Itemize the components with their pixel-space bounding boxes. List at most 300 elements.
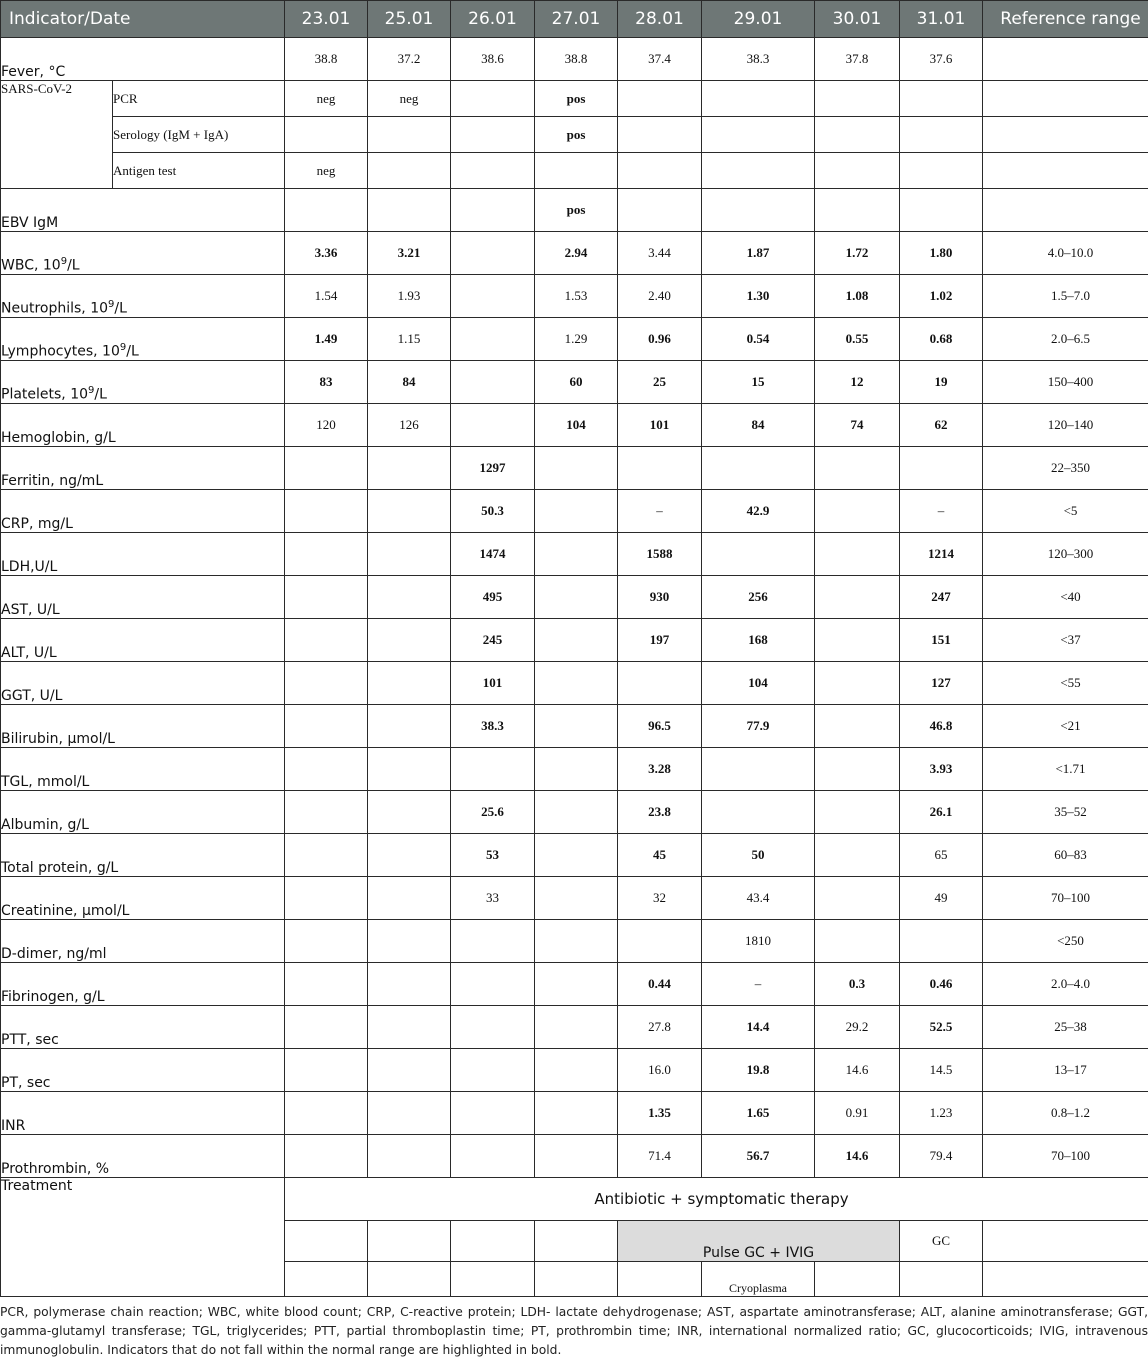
cell-value: 71.4 [618, 1135, 702, 1178]
sars-serology-row [1, 117, 1148, 153]
cell-value: 38.3 [702, 38, 815, 81]
cell-value: 1.15 [368, 318, 451, 361]
cell-value [451, 232, 535, 275]
cell-value: neg [285, 81, 368, 117]
cell-value: 101 [618, 404, 702, 447]
cell-value: 1.93 [368, 275, 451, 318]
cell-value: 16.0 [618, 1049, 702, 1092]
sars-pcr-row [1, 81, 1148, 117]
cell-value [535, 748, 618, 791]
cell-value [451, 275, 535, 318]
cell-value: 19 [900, 361, 983, 404]
cell-value [618, 153, 702, 189]
cell-value [368, 1049, 451, 1092]
cell-value [285, 1006, 368, 1049]
cell-value: 62 [900, 404, 983, 447]
sub-label: PCR [113, 81, 285, 117]
cell-value [535, 447, 618, 490]
fever-row [1, 38, 1148, 81]
cell-value: 14.4 [702, 1006, 815, 1049]
row-label: LDH,U/L [1, 533, 285, 576]
cell-value: 0.54 [702, 318, 815, 361]
cell-value [815, 576, 900, 619]
cell-value: 0.91 [815, 1092, 900, 1135]
lab-row [1, 877, 1148, 920]
cell-value [285, 619, 368, 662]
cell-reference: 0.8–1.2 [983, 1092, 1148, 1135]
cell-value [285, 791, 368, 834]
cell-value [815, 533, 900, 576]
cell-value [702, 117, 815, 153]
cell-value: 1810 [702, 920, 815, 963]
cell-value: 79.4 [900, 1135, 983, 1178]
cell-value: 77.9 [702, 705, 815, 748]
cell-value: 12 [815, 361, 900, 404]
cell-value [535, 877, 618, 920]
cell-value [535, 576, 618, 619]
cell-value: pos [535, 81, 618, 117]
cell-value [451, 1092, 535, 1135]
cell-value [815, 705, 900, 748]
cell-reference [983, 81, 1148, 117]
cell-value [451, 748, 535, 791]
cell-value [900, 920, 983, 963]
cell-value: pos [535, 117, 618, 153]
cell-value [702, 748, 815, 791]
cell-value [368, 748, 451, 791]
lab-row [1, 576, 1148, 619]
cell-reference: 2.0–4.0 [983, 963, 1148, 1006]
treatment-cell [535, 1262, 618, 1297]
cell-value: 38.8 [535, 38, 618, 81]
cell-value [368, 705, 451, 748]
cell-value: 50.3 [451, 490, 535, 533]
cell-value [900, 153, 983, 189]
treatment-cell [368, 1262, 451, 1297]
cell-value [815, 834, 900, 877]
cell-value [285, 834, 368, 877]
header-reference: Reference range [983, 1, 1148, 38]
cell-value: 0.46 [900, 963, 983, 1006]
cell-value: 60 [535, 361, 618, 404]
cell-value: 43.4 [702, 877, 815, 920]
cell-value [368, 834, 451, 877]
sars-cov-2-label: SARS-CoV-2 [1, 81, 113, 189]
header-date: 23.01 [285, 1, 368, 38]
cell-value: 3.28 [618, 748, 702, 791]
cell-value: 53 [451, 834, 535, 877]
cell-value: 84 [368, 361, 451, 404]
header-date: 31.01 [900, 1, 983, 38]
cell-value [815, 619, 900, 662]
cell-value [368, 619, 451, 662]
lab-row [1, 834, 1148, 877]
cell-value: 37.8 [815, 38, 900, 81]
cell-value: 127 [900, 662, 983, 705]
cell-value: 23.8 [618, 791, 702, 834]
cell-value: pos [535, 189, 618, 232]
row-label: Ferritin, ng/mL [1, 447, 285, 490]
cell-value: 1.08 [815, 275, 900, 318]
cell-value [368, 877, 451, 920]
cell-value: 49 [900, 877, 983, 920]
cell-value: 84 [702, 404, 815, 447]
cell-reference: 70–100 [983, 877, 1148, 920]
cell-value: 104 [535, 404, 618, 447]
row-label: D-dimer, ng/ml [1, 920, 285, 963]
row-label: Fibrinogen, g/L [1, 963, 285, 1006]
header-row [1, 1, 1148, 38]
row-label: PTT, sec [1, 1006, 285, 1049]
cell-value: 1588 [618, 533, 702, 576]
cell-value [815, 920, 900, 963]
lab-row [1, 490, 1148, 533]
cell-value [535, 619, 618, 662]
row-label: Creatinine, µmol/L [1, 877, 285, 920]
cell-value [368, 153, 451, 189]
cell-reference: 2.0–6.5 [983, 318, 1148, 361]
cell-value [285, 662, 368, 705]
cell-value: 38.3 [451, 705, 535, 748]
treatment-cell [900, 1262, 983, 1297]
treatment-pulse-gc-ivig: Pulse GC + IVIG [618, 1221, 900, 1262]
cell-value [702, 81, 815, 117]
cell-value [368, 920, 451, 963]
cell-value [815, 662, 900, 705]
cell-value: 32 [618, 877, 702, 920]
cell-value: 42.9 [702, 490, 815, 533]
cell-value [535, 1006, 618, 1049]
cell-value: 96.5 [618, 705, 702, 748]
cell-reference: 25–38 [983, 1006, 1148, 1049]
cell-value: 1.54 [285, 275, 368, 318]
cell-value [815, 81, 900, 117]
cell-value: 1.29 [535, 318, 618, 361]
cell-value [815, 153, 900, 189]
cell-value: 14.6 [815, 1135, 900, 1178]
cell-value [535, 533, 618, 576]
row-label: CRP, mg/L [1, 490, 285, 533]
header-date: 30.01 [815, 1, 900, 38]
header-date: 28.01 [618, 1, 702, 38]
cell-value: 0.55 [815, 318, 900, 361]
cell-value [535, 1049, 618, 1092]
sub-label: Serology (IgM + IgA) [113, 117, 285, 153]
cell-value: 1.72 [815, 232, 900, 275]
treatment-cell [535, 1221, 618, 1262]
cell-value [451, 404, 535, 447]
treatment-row [1, 1178, 1148, 1221]
cell-reference: 22–350 [983, 447, 1148, 490]
lab-row [1, 619, 1148, 662]
cell-value: 1.35 [618, 1092, 702, 1135]
row-label: Total protein, g/L [1, 834, 285, 877]
treatment-cell [285, 1262, 368, 1297]
cell-value: 1214 [900, 533, 983, 576]
cell-value: 168 [702, 619, 815, 662]
treatment-label: Treatment [1, 1178, 285, 1297]
cell-value: 1297 [451, 447, 535, 490]
cell-value: 247 [900, 576, 983, 619]
cell-value: 1.30 [702, 275, 815, 318]
lab-row [1, 318, 1148, 361]
treatment-cell [451, 1262, 535, 1297]
cell-value: – [900, 490, 983, 533]
header-date: 29.01 [702, 1, 815, 38]
cell-value [702, 533, 815, 576]
cell-value: 52.5 [900, 1006, 983, 1049]
treatment-cell [815, 1262, 900, 1297]
cell-value [618, 81, 702, 117]
cell-value: 14.6 [815, 1049, 900, 1092]
cell-value: 50 [702, 834, 815, 877]
header-date: 26.01 [451, 1, 535, 38]
cell-reference: 70–100 [983, 1135, 1148, 1178]
cell-value: 25 [618, 361, 702, 404]
row-label: ALT, U/L [1, 619, 285, 662]
cell-value: 151 [900, 619, 983, 662]
cell-value [285, 1049, 368, 1092]
cell-value [368, 117, 451, 153]
cell-value [451, 1049, 535, 1092]
cell-value [285, 189, 368, 232]
cell-value: 37.2 [368, 38, 451, 81]
cell-value: 930 [618, 576, 702, 619]
cell-value [451, 920, 535, 963]
cell-value: 33 [451, 877, 535, 920]
cell-value [368, 1092, 451, 1135]
cell-value: 25.6 [451, 791, 535, 834]
row-label: Albumin, g/L [1, 791, 285, 834]
cell-value: 197 [618, 619, 702, 662]
row-label: Bilirubin, µmol/L [1, 705, 285, 748]
treatment-cell [368, 1221, 451, 1262]
cell-reference: 35–52 [983, 791, 1148, 834]
cell-value: 3.21 [368, 232, 451, 275]
cell-value [815, 748, 900, 791]
cell-value [535, 1135, 618, 1178]
cell-value: 256 [702, 576, 815, 619]
lab-row [1, 1092, 1148, 1135]
lab-row [1, 1135, 1148, 1178]
cell-value: 1.02 [900, 275, 983, 318]
row-label: PT, sec [1, 1049, 285, 1092]
cell-value [285, 1135, 368, 1178]
lab-row [1, 705, 1148, 748]
sars-antigen-row [1, 153, 1148, 189]
cell-value [285, 533, 368, 576]
cell-value [368, 490, 451, 533]
cell-value [368, 576, 451, 619]
row-label: Neutrophils, $10^9/L$ [1, 275, 285, 318]
cell-value [285, 877, 368, 920]
cell-value: 1.87 [702, 232, 815, 275]
row-label: AST, U/L [1, 576, 285, 619]
cell-value: 0.96 [618, 318, 702, 361]
cell-value [815, 189, 900, 232]
treatment-cell [285, 1221, 368, 1262]
row-label: TGL, mmol/L [1, 748, 285, 791]
cell-reference: 120–300 [983, 533, 1148, 576]
cell-value: 26.1 [900, 791, 983, 834]
cell-value: 2.94 [535, 232, 618, 275]
cell-value [368, 1006, 451, 1049]
sub-label: Antigen test [113, 153, 285, 189]
cell-value: 74 [815, 404, 900, 447]
cell-value: neg [285, 153, 368, 189]
cell-value [900, 447, 983, 490]
lab-row [1, 920, 1148, 963]
cell-value: 1.49 [285, 318, 368, 361]
cell-value: 45 [618, 834, 702, 877]
cell-value [451, 189, 535, 232]
cell-value [451, 1135, 535, 1178]
cell-value: 15 [702, 361, 815, 404]
cell-value [451, 81, 535, 117]
cell-value [451, 117, 535, 153]
header-date: 25.01 [368, 1, 451, 38]
cell-value [285, 705, 368, 748]
cell-value [815, 490, 900, 533]
cell-value: 245 [451, 619, 535, 662]
cell-reference: <37 [983, 619, 1148, 662]
cell-value [451, 1006, 535, 1049]
cell-value [535, 662, 618, 705]
cell-value: 14.5 [900, 1049, 983, 1092]
cell-value: – [618, 490, 702, 533]
cell-reference: 60–83 [983, 834, 1148, 877]
cell-value: 2.40 [618, 275, 702, 318]
treatment-gc: GC [900, 1221, 983, 1262]
cell-reference [983, 38, 1148, 81]
cell-value [702, 447, 815, 490]
lab-row [1, 275, 1148, 318]
cell-value [285, 447, 368, 490]
treatment-cell [983, 1262, 1148, 1297]
cell-value [285, 748, 368, 791]
cell-value: 0.44 [618, 963, 702, 1006]
cell-value [368, 791, 451, 834]
cell-value [618, 447, 702, 490]
treatment-antibiotic: Antibiotic + symptomatic therapy [285, 1178, 1148, 1221]
lab-row [1, 533, 1148, 576]
cell-value [618, 662, 702, 705]
row-label: GGT, U/L [1, 662, 285, 705]
cell-value: – [702, 963, 815, 1006]
cell-value [900, 117, 983, 153]
cell-reference: <5 [983, 490, 1148, 533]
cell-reference [983, 117, 1148, 153]
cell-value [368, 533, 451, 576]
cell-value [451, 153, 535, 189]
cell-value [535, 791, 618, 834]
cell-value: 126 [368, 404, 451, 447]
cell-value [900, 189, 983, 232]
cell-value: 29.2 [815, 1006, 900, 1049]
cell-value [285, 576, 368, 619]
cell-value [702, 153, 815, 189]
cell-value [815, 117, 900, 153]
cell-value: 83 [285, 361, 368, 404]
cell-value [815, 877, 900, 920]
cell-value: 1.53 [535, 275, 618, 318]
lab-row [1, 232, 1148, 275]
treatment-cryoplasma: Cryoplasma [702, 1262, 815, 1297]
cell-value: 1.80 [900, 232, 983, 275]
cell-reference [983, 153, 1148, 189]
cell-value [285, 490, 368, 533]
cell-value: neg [368, 81, 451, 117]
cell-reference [983, 189, 1148, 232]
lab-row [1, 404, 1148, 447]
cell-reference: <250 [983, 920, 1148, 963]
header-date: 27.01 [535, 1, 618, 38]
cell-value [535, 1092, 618, 1135]
cell-reference: 4.0–10.0 [983, 232, 1148, 275]
lab-row [1, 1006, 1148, 1049]
cell-value [285, 963, 368, 1006]
lab-row [1, 748, 1148, 791]
cell-value [535, 153, 618, 189]
cell-value: 495 [451, 576, 535, 619]
lab-row [1, 361, 1148, 404]
cell-value: 56.7 [702, 1135, 815, 1178]
cell-value [618, 920, 702, 963]
cell-reference: 1.5–7.0 [983, 275, 1148, 318]
cell-value [702, 189, 815, 232]
cell-reference: <55 [983, 662, 1148, 705]
row-label: EBV IgM [1, 189, 285, 232]
cell-value: 0.68 [900, 318, 983, 361]
cell-value [368, 963, 451, 1006]
cell-value [285, 117, 368, 153]
header-indicator: Indicator/Date [1, 1, 285, 38]
cell-value: 19.8 [702, 1049, 815, 1092]
cell-value: 3.93 [900, 748, 983, 791]
lab-row [1, 1049, 1148, 1092]
cell-value [368, 447, 451, 490]
lab-row [1, 447, 1148, 490]
row-label: Hemoglobin, g/L [1, 404, 285, 447]
cell-reference: <21 [983, 705, 1148, 748]
cell-value: 120 [285, 404, 368, 447]
cell-reference: 150–400 [983, 361, 1148, 404]
lab-row [1, 963, 1148, 1006]
cell-value: 65 [900, 834, 983, 877]
cell-value [451, 963, 535, 1006]
row-label: Lymphocytes, $10^9/L$ [1, 318, 285, 361]
cell-value [368, 189, 451, 232]
cell-value [451, 318, 535, 361]
cell-value [618, 189, 702, 232]
cell-value: 3.44 [618, 232, 702, 275]
cell-value [702, 791, 815, 834]
cell-value [815, 791, 900, 834]
cell-value [285, 920, 368, 963]
lab-row [1, 662, 1148, 705]
cell-value: 1.23 [900, 1092, 983, 1135]
cell-value [815, 447, 900, 490]
treatment-cell [618, 1262, 702, 1297]
lab-row [1, 791, 1148, 834]
ebv-row [1, 189, 1148, 232]
cell-value: 0.3 [815, 963, 900, 1006]
cell-value: 104 [702, 662, 815, 705]
cell-value: 27.8 [618, 1006, 702, 1049]
cell-value [535, 834, 618, 877]
table-footnote: PCR, polymerase chain reaction; WBC, white blood count; CRP, C-reactive protein; LDH- lactate dehydrogenase; AST, aspartate aminotransferase; ALT, alanine aminotransferase; GGT, gamma-glutamyl transferase; TGL, triglycerides; PTT, partial thromboplastin time; PT, prothrombin time; INR, international normalized ratio; GC, glucocorticoids; IVIG, intravenous immunoglobulin. Indicators that do not fall within the normal range are highlighted in bold. [0, 1305, 1148, 1357]
cell-value [535, 963, 618, 1006]
